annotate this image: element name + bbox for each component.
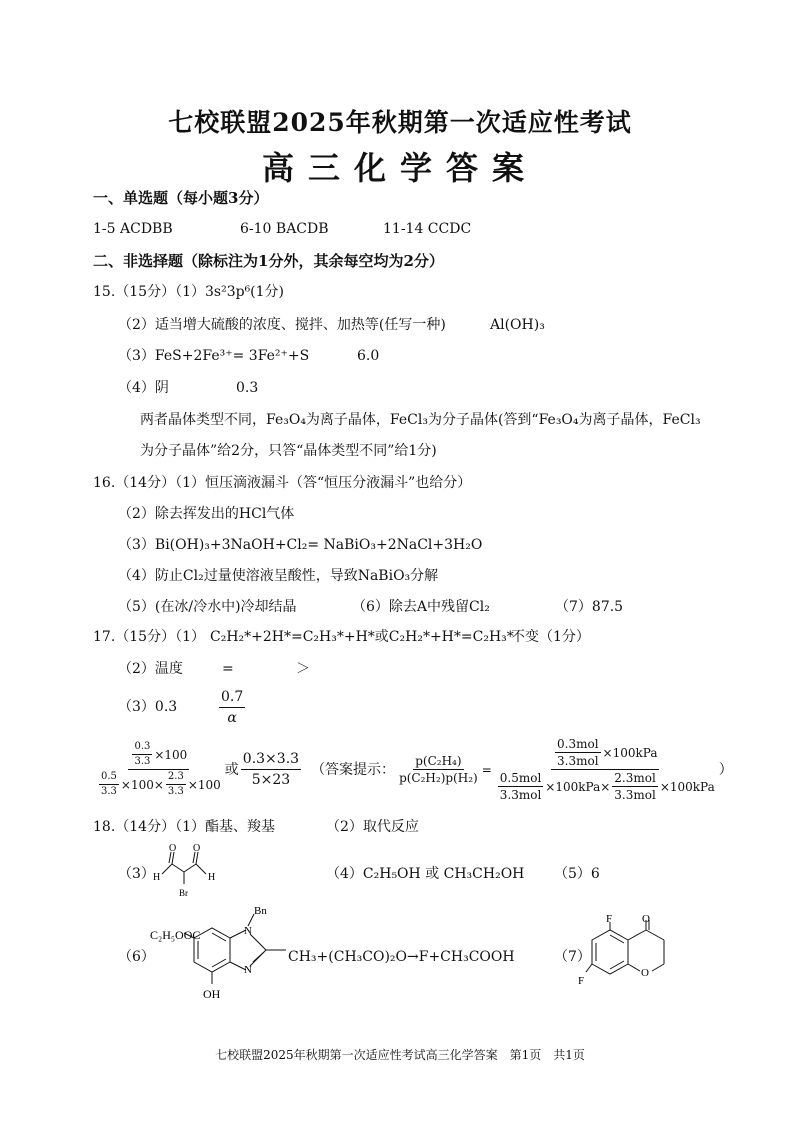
hint-value-numerator [551,737,659,770]
ester-group: C₂H₅OOC [150,928,201,942]
q15-p2a: （2）适当增大硫酸的浓度、搅拌、加热等(任写一种) [118,317,446,333]
q17-big-expression [93,737,733,802]
kp-denominator [95,770,223,798]
q18-p5: （5）6 [554,866,600,882]
small-num: 2.3 [166,771,186,785]
unit-den: 3.3mol [557,754,599,768]
small-fraction [166,771,186,798]
fraction [219,688,245,727]
q17-p2c: ＞ [296,661,310,677]
oh-group: OH [203,987,221,1001]
page-subtitle: 高三化学答案 [261,149,538,187]
q17-p3a: （3）0.3 [118,699,178,715]
q18-p3: （3） [118,866,155,882]
fraction-denominator: α [227,710,237,726]
alt-numerator: 0.3×3.3 [241,750,301,770]
q15-p4-line2: 为分子晶体”给2分，只答“晶体类型不同”给1分) [140,443,437,459]
small-num: 0.3 [132,741,152,755]
times-mid: ×100× [120,777,164,792]
bn-group: Bn [254,906,267,917]
small-fraction [99,771,119,798]
unit-num: 0.3mol [557,737,599,751]
hint-value-fraction [494,737,717,802]
f-atom-bottom: F [578,975,585,987]
small-den: 3.3 [134,756,151,767]
unit-fraction [612,771,658,802]
answers-6-10: 6-10 BACDB [240,221,329,237]
q16-p6: （6）除去A中残留Cl₂ [352,599,490,615]
fraction-numerator: 0.7 [219,688,245,708]
br-atom: Br [179,888,188,898]
times-100: ×100 [154,747,188,762]
o-atom-2: O [193,843,201,854]
q16-line1: 16.（14分）（1）恒压滴液漏斗（答“恒压分液漏斗”也给分） [93,475,472,491]
alt-fraction [241,750,301,789]
q17-equation: C₂H₂*+2H*=C₂H₃*+H*或C₂H₂*+H*=C₂H₃* [210,629,514,645]
h-atom-1: H [153,872,161,883]
q16-line2: （2）除去挥发出的HCl气体 [118,506,295,522]
q16-line4: （4）防止Cl₂过量使溶液呈酸性，导致NaBiO₃分解 [118,568,439,584]
q15-line1 [93,283,284,301]
q15-p2b: Al(OH)₃ [490,317,545,333]
q16-p5: （5）(在冰/冷水中)冷却结晶 [118,599,297,615]
q17-p2a: （2）温度 [118,661,183,677]
f-atom-top: F [606,914,613,925]
n-atom-1: N [244,925,252,937]
unit-den: 3.3mol [499,788,542,802]
q18-line1b: （2）取代反应 [326,819,419,835]
answers-1-5: 1-5 ACDBB [93,221,173,237]
q18-p7: （7） [554,949,591,965]
q15-p4a: （4）阴 [118,380,169,396]
kp-fraction [95,741,223,798]
n-atom-2: N [244,964,252,976]
hint-p-fraction [397,754,480,785]
small-num: 0.5 [99,771,119,785]
hint-p-num: p(C₂H₄) [415,754,462,768]
section2-heading: 二、非选择题（除标注为1分外，其余每空均为2分） [93,252,444,270]
small-den: 3.3 [101,786,117,797]
small-fraction [132,741,152,768]
q15-p4b: 0.3 [236,380,259,396]
times-end: ×100 [187,777,221,792]
unit-fraction [555,737,601,768]
alt-denominator: 5×23 [251,772,291,788]
close-paren: ） [718,761,733,778]
page-footer: 七校联盟2025年秋期第一次适应性考试高三化学答案 第1页 共1页 [215,1048,585,1062]
q15-head: 15.（15分）（1） [93,284,205,300]
kpa-mid: ×100kPa× [545,779,611,794]
section1-heading: 一、单选题（每小题3分） [93,189,269,207]
hint-value-denominator [494,770,717,802]
q17-fraction-1 [217,688,247,727]
q16-p7: （7）87.5 [555,599,624,615]
unit-den: 3.3mol [614,788,656,802]
q17-p1b: 不变（1分） [511,629,590,645]
kpa-end: ×100kPa [659,779,715,794]
q17-p2b: = [222,661,234,677]
structure-difluorochromanone [578,914,678,994]
small-den: 3.3 [167,786,184,797]
q15-p3b: 6.0 [357,348,380,364]
q18-p4: （4）C₂H₅OH 或 CH₃CH₂OH [326,866,525,882]
h-atom-2: H [208,872,216,883]
q15-p3a: （3）FeS+2Fe³⁺= 3Fe²⁺+S [118,348,310,364]
equals-sign: = [481,762,492,777]
kpa-text: ×100kPa [602,745,658,760]
o-atom-ketone: O [642,914,650,925]
hint-p-den: p(C₂H₂)p(H₂) [399,771,478,785]
page-title: 七校联盟2025年秋期第一次适应性考试 [168,108,632,137]
hint-label: （答案提示： [311,761,396,778]
answers-11-14: 11-14 CCDC [383,221,472,237]
q18-reaction: CH₃+(CH₃CO)₂O→F+CH₃COOH [288,949,515,965]
q16-line3: （3）Bi(OH)₃+3NaOH+Cl₂= NaBiO₃+2NaCl+3H₂O [118,537,483,553]
q17-head: 17.（15分）（1） [93,629,205,645]
o-atom-ring: O [641,967,649,979]
or-text: 或 [224,761,239,778]
unit-num: 0.5mol [499,771,542,785]
q15-p4-line1: 两者晶体类型不同，Fe₃O₄为离子晶体，FeCl₃为分子晶体(答到“Fe₃O₄为离子晶体，FeCl₃ [140,412,701,428]
kp-numerator [128,741,189,770]
unit-fraction [498,771,544,802]
o-atom-1: O [169,843,177,854]
q18-p6: （6） [118,949,155,965]
structure-benzimidazole-ester [150,906,292,1004]
q18-line1a: 18.（14分）（1）酯基、羧基 [93,819,275,835]
structure-3-bromomalondialdehyde [150,842,222,902]
q15-config: 3s²3p⁶(1分) [205,284,285,300]
unit-num: 2.3mol [614,771,656,785]
